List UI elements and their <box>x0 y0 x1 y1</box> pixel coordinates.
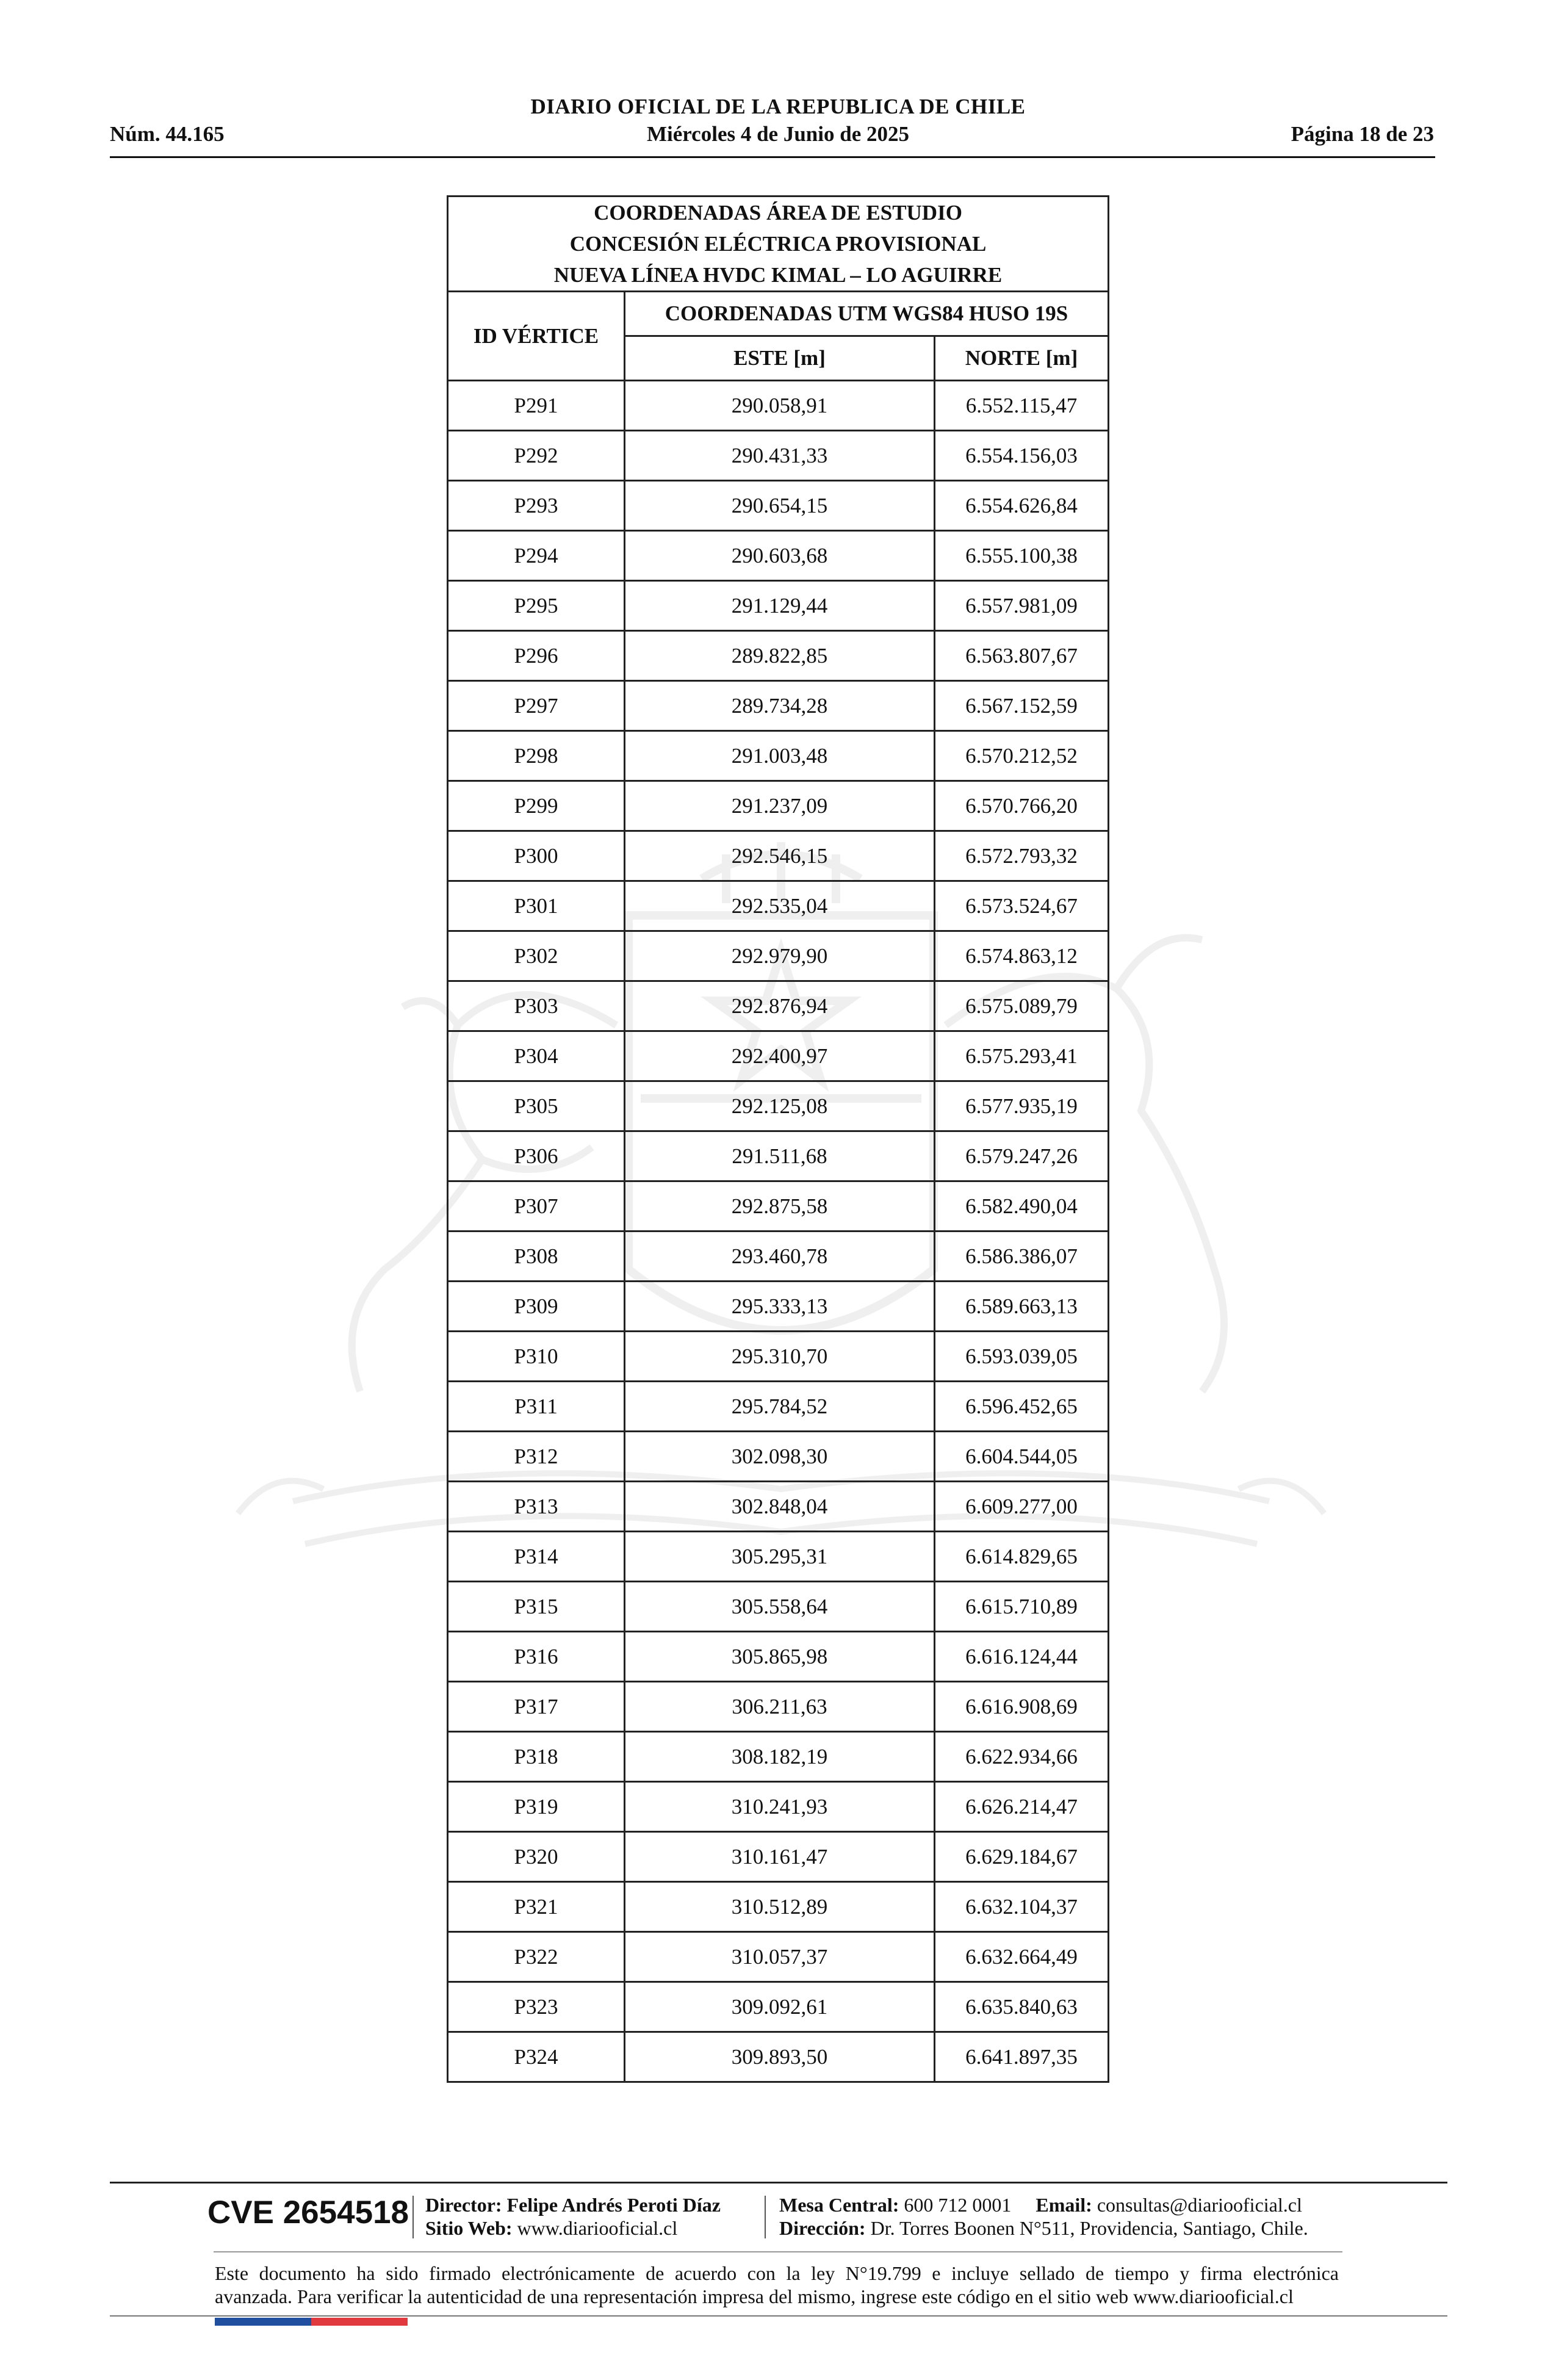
cell-norte: 6.609.277,00 <box>935 1482 1109 1532</box>
cell-este: 290.654,15 <box>625 481 935 531</box>
cell-este: 310.241,93 <box>625 1782 935 1832</box>
legal-notice <box>215 2262 1339 2308</box>
table-row <box>448 981 1109 1031</box>
director-label: Director: <box>425 2194 502 2216</box>
cell-norte: 6.604.544,05 <box>935 1432 1109 1482</box>
table-row <box>448 531 1109 581</box>
footer-director-block <box>425 2193 721 2240</box>
cell-id: P320 <box>448 1832 625 1882</box>
caption-line: COORDENADAS ÁREA DE ESTUDIO <box>594 201 962 225</box>
table-row <box>448 1582 1109 1632</box>
cell-norte: 6.570.212,52 <box>935 731 1109 781</box>
cell-este: 292.400,97 <box>625 1031 935 1081</box>
cell-id: P309 <box>448 1282 625 1332</box>
cell-norte: 6.593.039,05 <box>935 1332 1109 1382</box>
cell-id: P323 <box>448 1982 625 2032</box>
table-row <box>448 1632 1109 1682</box>
cell-norte: 6.589.663,13 <box>935 1282 1109 1332</box>
cell-norte: 6.615.710,89 <box>935 1582 1109 1632</box>
address-label: Dirección: <box>779 2217 866 2239</box>
mesa-phone: 600 712 0001 <box>904 2194 1012 2216</box>
cell-este: 309.092,61 <box>625 1982 935 2032</box>
cell-id: P324 <box>448 2032 625 2082</box>
cell-id: P302 <box>448 931 625 981</box>
table-row <box>448 2032 1109 2082</box>
cell-norte: 6.616.908,69 <box>935 1682 1109 1732</box>
caption-line: CONCESIÓN ELÉCTRICA PROVISIONAL <box>569 232 987 256</box>
cell-norte: 6.635.840,63 <box>935 1982 1109 2032</box>
issue-date: Miércoles 4 de Junio de 2025 <box>646 122 909 146</box>
table-row <box>448 631 1109 681</box>
cell-este: 292.546,15 <box>625 831 935 881</box>
cell-id: P318 <box>448 1732 625 1782</box>
cell-norte: 6.557.981,09 <box>935 581 1109 631</box>
cell-norte: 6.575.293,41 <box>935 1031 1109 1081</box>
cell-este: 290.058,91 <box>625 381 935 431</box>
cell-este: 289.734,28 <box>625 681 935 731</box>
table-row <box>448 681 1109 731</box>
legal-line: Este documento ha sido firmado electrónicamente de acuerdo con la ley N°19.799 e incluye sellado de tiempo y firma electrónica <box>215 2262 1339 2284</box>
cell-este: 310.161,47 <box>625 1832 935 1882</box>
table-row <box>448 1081 1109 1131</box>
cell-norte: 6.579.247,26 <box>935 1131 1109 1181</box>
cell-este: 292.979,90 <box>625 931 935 981</box>
table-row <box>448 581 1109 631</box>
cell-id: P297 <box>448 681 625 731</box>
cell-id: P300 <box>448 831 625 881</box>
cell-id: P307 <box>448 1181 625 1231</box>
cell-id: P306 <box>448 1131 625 1181</box>
footer-inner-divider <box>214 2251 1342 2252</box>
issue-number: Núm. 44.165 <box>110 122 225 146</box>
site-link[interactable]: www.diariooficial.cl <box>517 2217 678 2239</box>
footer-bottom-divider <box>110 2315 1447 2317</box>
cell-id: P296 <box>448 631 625 681</box>
footer-separator <box>765 2196 766 2238</box>
cell-este: 292.535,04 <box>625 881 935 931</box>
cell-este: 310.057,37 <box>625 1932 935 1982</box>
cell-norte: 6.596.452,65 <box>935 1382 1109 1432</box>
cell-norte: 6.632.104,37 <box>935 1882 1109 1932</box>
table-row <box>448 1181 1109 1231</box>
table-row <box>448 1282 1109 1332</box>
cell-este: 302.098,30 <box>625 1432 935 1482</box>
table-row <box>448 1682 1109 1732</box>
cell-este: 291.129,44 <box>625 581 935 631</box>
cell-este: 291.003,48 <box>625 731 935 781</box>
email-link[interactable]: consultas@diariooficial.cl <box>1097 2194 1302 2216</box>
cell-norte: 6.567.152,59 <box>935 681 1109 731</box>
cell-id: P316 <box>448 1632 625 1682</box>
cell-este: 295.784,52 <box>625 1382 935 1432</box>
cell-id: P291 <box>448 381 625 431</box>
cell-norte: 6.626.214,47 <box>935 1782 1109 1832</box>
cell-id: P308 <box>448 1231 625 1282</box>
cell-norte: 6.554.626,84 <box>935 481 1109 531</box>
cell-id: P305 <box>448 1081 625 1131</box>
cell-este: 292.125,08 <box>625 1081 935 1131</box>
cell-este: 289.822,85 <box>625 631 935 681</box>
cell-este: 302.848,04 <box>625 1482 935 1532</box>
cell-norte: 6.563.807,67 <box>935 631 1109 681</box>
table-caption <box>448 197 1109 292</box>
table-row <box>448 1432 1109 1482</box>
cell-este: 292.876,94 <box>625 981 935 1031</box>
header-divider <box>110 156 1435 158</box>
cell-este: 291.511,68 <box>625 1131 935 1181</box>
cell-id: P312 <box>448 1432 625 1482</box>
cell-norte: 6.573.524,67 <box>935 881 1109 931</box>
cell-norte: 6.577.935,19 <box>935 1081 1109 1131</box>
table-row <box>448 1382 1109 1432</box>
table-row <box>448 431 1109 481</box>
table-row <box>448 1732 1109 1782</box>
cell-id: P317 <box>448 1682 625 1732</box>
footer-divider <box>110 2182 1447 2183</box>
cell-id: P322 <box>448 1932 625 1982</box>
column-group-header-utm: COORDENADAS UTM WGS84 HUSO 19S <box>625 292 1109 336</box>
table-row <box>448 1231 1109 1282</box>
coordinates-table <box>447 195 1109 2083</box>
cell-este: 306.211,63 <box>625 1682 935 1732</box>
table-row <box>448 481 1109 531</box>
cell-este: 308.182,19 <box>625 1732 935 1782</box>
cell-id: P295 <box>448 581 625 631</box>
cell-norte: 6.616.124,44 <box>935 1632 1109 1682</box>
flag-stripe-blue <box>215 2318 311 2326</box>
column-header-id: ID VÉRTICE <box>448 292 625 381</box>
cell-este: 292.875,58 <box>625 1181 935 1231</box>
table-row <box>448 1782 1109 1832</box>
table-row <box>448 1882 1109 1932</box>
cell-id: P303 <box>448 981 625 1031</box>
legal-line: avanzada. Para verificar la autenticidad de una representación impresa del mismo, ingrese este código en el sitio web www.diariooficial.cl <box>215 2285 1294 2307</box>
column-header-norte: NORTE [m] <box>935 336 1109 381</box>
site-label: Sitio Web: <box>425 2217 513 2239</box>
cell-id: P321 <box>448 1882 625 1932</box>
cell-id: P304 <box>448 1031 625 1081</box>
mesa-label: Mesa Central: <box>779 2194 899 2216</box>
flag-stripe-red <box>311 2318 408 2326</box>
cell-norte: 6.632.664,49 <box>935 1932 1109 1982</box>
cell-id: P293 <box>448 481 625 531</box>
table-row <box>448 1982 1109 2032</box>
cell-id: P301 <box>448 881 625 931</box>
cell-norte: 6.552.115,47 <box>935 381 1109 431</box>
cell-norte: 6.575.089,79 <box>935 981 1109 1031</box>
table-row <box>448 381 1109 431</box>
cell-norte: 6.570.766,20 <box>935 781 1109 831</box>
cell-id: P319 <box>448 1782 625 1832</box>
cell-este: 309.893,50 <box>625 2032 935 2082</box>
table-row <box>448 931 1109 981</box>
cell-este: 310.512,89 <box>625 1882 935 1932</box>
column-header-este: ESTE [m] <box>625 336 935 381</box>
cell-id: P313 <box>448 1482 625 1532</box>
cell-este: 293.460,78 <box>625 1231 935 1282</box>
cell-este: 290.603,68 <box>625 531 935 581</box>
newspaper-title: DIARIO OFICIAL DE LA REPUBLICA DE CHILE <box>530 95 1026 118</box>
cell-este: 305.865,98 <box>625 1632 935 1682</box>
cell-este: 295.333,13 <box>625 1282 935 1332</box>
cell-norte: 6.572.793,32 <box>935 831 1109 881</box>
cell-este: 291.237,09 <box>625 781 935 831</box>
cell-norte: 6.554.156,03 <box>935 431 1109 481</box>
address-value: Dr. Torres Boonen N°511, Providencia, Santiago, Chile. <box>870 2217 1308 2239</box>
table-row <box>448 1482 1109 1532</box>
cve-code: CVE 2654518 <box>207 2194 409 2230</box>
table-row <box>448 1131 1109 1181</box>
cell-este: 305.295,31 <box>625 1532 935 1582</box>
cell-norte: 6.629.184,67 <box>935 1832 1109 1882</box>
cell-id: P314 <box>448 1532 625 1582</box>
table-row <box>448 731 1109 781</box>
email-label: Email: <box>1036 2194 1092 2216</box>
director-name: Felipe Andrés Peroti Díaz <box>506 2194 721 2216</box>
cell-norte: 6.614.829,65 <box>935 1532 1109 1582</box>
table-row <box>448 1932 1109 1982</box>
table-row <box>448 1332 1109 1382</box>
footer-contact-block <box>779 2193 1308 2240</box>
cell-norte: 6.622.934,66 <box>935 1732 1109 1782</box>
table-row <box>448 1532 1109 1582</box>
cell-norte: 6.574.863,12 <box>935 931 1109 981</box>
cell-este: 295.310,70 <box>625 1332 935 1382</box>
cell-id: P292 <box>448 431 625 481</box>
cell-norte: 6.586.386,07 <box>935 1231 1109 1282</box>
table-row <box>448 881 1109 931</box>
cell-id: P294 <box>448 531 625 581</box>
cell-id: P298 <box>448 731 625 781</box>
cell-id: P310 <box>448 1332 625 1382</box>
table-row <box>448 1832 1109 1882</box>
cell-norte: 6.582.490,04 <box>935 1181 1109 1231</box>
footer-separator <box>412 2196 414 2238</box>
table-row <box>448 831 1109 881</box>
cell-este: 290.431,33 <box>625 431 935 481</box>
table-row <box>448 1031 1109 1081</box>
cell-id: P299 <box>448 781 625 831</box>
cell-id: P315 <box>448 1582 625 1632</box>
table-row <box>448 781 1109 831</box>
caption-line: NUEVA LÍNEA HVDC KIMAL – LO AGUIRRE <box>553 263 1003 287</box>
page-indicator: Página 18 de 23 <box>1291 122 1434 146</box>
cell-id: P311 <box>448 1382 625 1432</box>
cell-norte: 6.555.100,38 <box>935 531 1109 581</box>
cell-norte: 6.641.897,35 <box>935 2032 1109 2082</box>
cell-este: 305.558,64 <box>625 1582 935 1632</box>
